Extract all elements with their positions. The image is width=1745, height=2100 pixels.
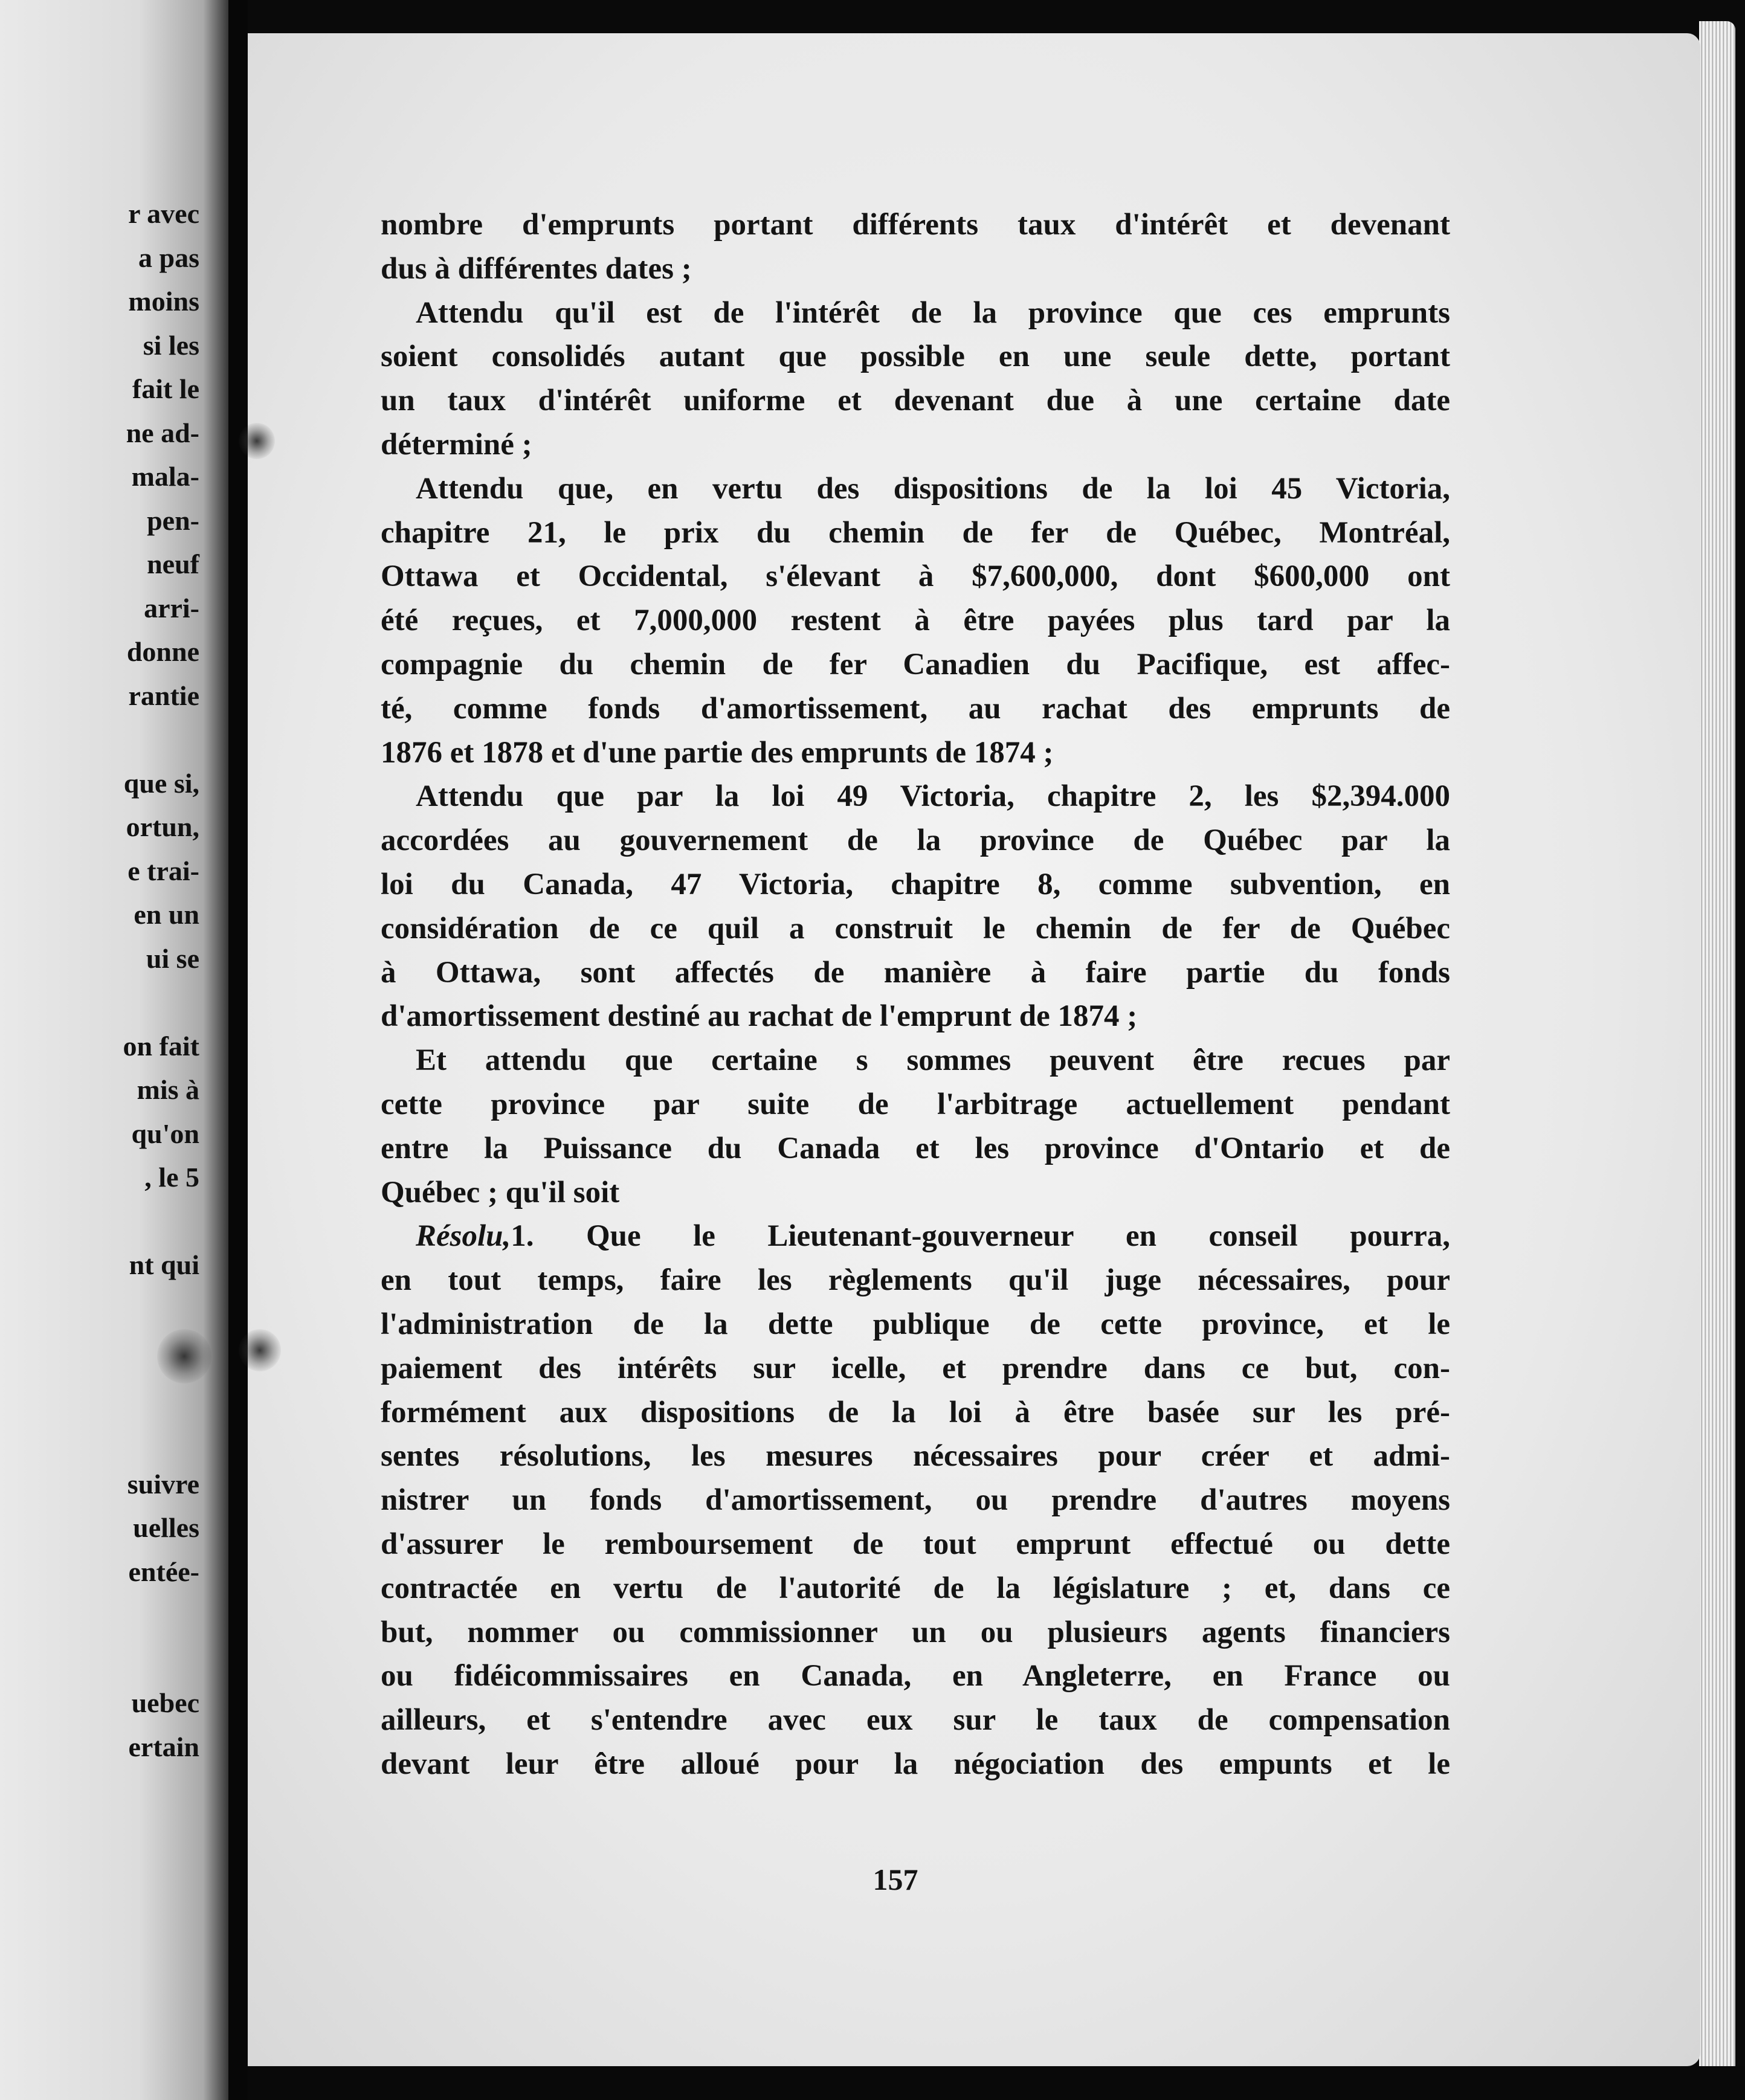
facing-page-line: ortun, xyxy=(126,811,199,842)
facing-page-line xyxy=(0,1638,199,1682)
text-line: devant leur être alloué pour la négociation des empunts et le xyxy=(381,1747,1450,1781)
text-line: considération de ce quil a construit le chemin de fer de Québec xyxy=(381,911,1450,945)
text-line: nistrer un fonds d'amortissement, ou prendre d'autres moyens xyxy=(381,1483,1450,1518)
facing-page-line: uebec xyxy=(131,1687,199,1718)
text-line: Attendu que, en vertu des dispositions de la loi 45 Victoria, xyxy=(416,471,1450,506)
text-line xyxy=(381,1214,1450,1258)
text-line: paiement des intérêts sur icelle, et prendre dans ce but, con- xyxy=(381,1351,1450,1385)
text-line: à Ottawa, sont affectés de manière à faire partie du fonds xyxy=(381,955,1450,990)
text-line: dus à différentes dates ; xyxy=(381,251,692,286)
text-line: contractée en vertu de l'autorité de la législature ; et, dans ce xyxy=(381,1571,1450,1605)
facing-page-line: on fait xyxy=(123,1030,199,1061)
text-line: sentes résolutions, les mesures nécessaires pour créer et admi- xyxy=(381,1439,1450,1474)
text-line: un taux d'intérêt uniforme et devenant due à une certaine date xyxy=(381,384,1450,418)
facing-page-line: uelles xyxy=(133,1512,199,1543)
text-line: loi du Canada, 47 Victoria, chapitre 8, comme subvention, en xyxy=(381,867,1450,901)
text-line: compagnie du chemin de fer Canadien du Pacifique, est affec- xyxy=(381,647,1450,681)
facing-page-line: mis à xyxy=(137,1074,199,1105)
text-line-content: 1. Que le Lieutenant-gouverneur en conseil pourra, xyxy=(511,1219,1450,1254)
facing-page-line: neuf xyxy=(147,549,199,579)
facing-page-line: fait le xyxy=(132,373,199,404)
text-line: Attendu qu'il est de l'intérêt de la province que ces emprunts xyxy=(416,295,1450,330)
facing-page-line xyxy=(0,1287,199,1332)
facing-page-line: , le 5 xyxy=(144,1162,199,1193)
text-line: déterminé ; xyxy=(381,427,532,462)
facing-page-line: entée- xyxy=(128,1556,199,1587)
binding-spot xyxy=(157,1329,211,1383)
text-line: ailleurs, et s'entendre avec eux sur le taux de compensation xyxy=(381,1703,1450,1738)
facing-page-line xyxy=(0,1200,199,1244)
facing-page-line: ertain xyxy=(128,1731,199,1762)
facing-page-line: que si, xyxy=(123,767,199,799)
facing-page-line: mala- xyxy=(131,461,199,492)
binding-spot xyxy=(239,423,275,459)
facing-page-line xyxy=(0,718,199,762)
facing-page-line: a pas xyxy=(138,242,199,273)
text-line: but, nommer ou commissionner un ou plusieurs agents financiers xyxy=(381,1615,1450,1649)
scan-bottom-edge xyxy=(248,2066,1745,2100)
resolution-lead: Résolu, xyxy=(416,1219,511,1254)
page-body-text xyxy=(381,203,1450,1786)
facing-page-line: si les xyxy=(143,329,199,361)
text-line: l'administration de la dette publique de cette province, et le xyxy=(381,1307,1450,1341)
facing-page-line: suivre xyxy=(127,1468,199,1499)
facing-page-line: rantie xyxy=(128,680,199,711)
text-line: Québec ; qu'il soit xyxy=(381,1175,620,1209)
page-number: 157 xyxy=(872,1863,918,1896)
facing-page-line: donne xyxy=(126,636,199,667)
facing-page-line xyxy=(0,1594,199,1638)
facing-page-line: qu'on xyxy=(131,1118,199,1149)
text-line: 1876 et 1878 et d'une partie des emprunts de 1874 ; xyxy=(381,735,1054,770)
facing-page-line: ne ad- xyxy=(126,417,199,448)
facing-page-line: e trai- xyxy=(127,855,199,886)
facing-page-line xyxy=(0,1419,199,1463)
text-line: ou fidéicommissaires en Canada, en Angleterre, en France ou xyxy=(381,1659,1450,1693)
text-line: Et attendu que certaine s sommes peuvent être recues par xyxy=(416,1043,1450,1078)
facing-page-fragment xyxy=(0,0,231,2100)
text-line: soient consolidés autant que possible en une seule dette, portant xyxy=(381,340,1450,374)
binding-spot xyxy=(239,1329,281,1371)
facing-page-line: en un xyxy=(134,899,199,930)
facing-page-text xyxy=(0,192,199,1769)
text-line: Ottawa et Occidental, s'élevant à $7,600,000, dont $600,000 ont xyxy=(381,559,1450,594)
text-line: accordées au gouvernement de la province de Québec par la xyxy=(381,823,1450,858)
text-line: cette province par suite de l'arbitrage actuellement pendant xyxy=(381,1087,1450,1121)
facing-page-line: nt qui xyxy=(129,1249,199,1280)
facing-page-line: arri- xyxy=(144,592,199,623)
text-line: entre la Puissance du Canada et les province d'Ontario et de xyxy=(381,1131,1450,1165)
page-edges xyxy=(1699,21,1735,2075)
text-line: d'assurer le remboursement de tout emprunt effectué ou dette xyxy=(381,1527,1450,1561)
text-line: formément aux dispositions de la loi à être basée sur les pré- xyxy=(381,1395,1450,1429)
text-line: d'amortissement destiné au rachat de l'emprunt de 1874 ; xyxy=(381,999,1138,1034)
facing-page-line: r avec xyxy=(128,198,199,229)
facing-page-line: ui se xyxy=(146,942,199,974)
facing-page-line xyxy=(0,981,199,1025)
facing-page-line: pen- xyxy=(147,504,199,536)
text-line: chapitre 21, le prix du chemin de fer de Québec, Montréal, xyxy=(381,515,1450,550)
text-line: nombre d'emprunts portant différents taux d'intérêt et devenant xyxy=(381,208,1450,242)
text-line: en tout temps, faire les règlements qu'il juge nécessaires, pour xyxy=(381,1263,1450,1298)
text-line: Attendu que par la loi 49 Victoria, chapitre 2, les $2,394.000 xyxy=(416,779,1450,814)
facing-page-line xyxy=(0,1375,199,1419)
facing-page-line: moins xyxy=(128,286,199,317)
text-line: té, comme fonds d'amortissement, au rachat des emprunts de xyxy=(381,691,1450,726)
book-gutter xyxy=(228,0,248,2100)
text-line: été reçues, et 7,000,000 restent à être payées plus tard par la xyxy=(381,604,1450,638)
